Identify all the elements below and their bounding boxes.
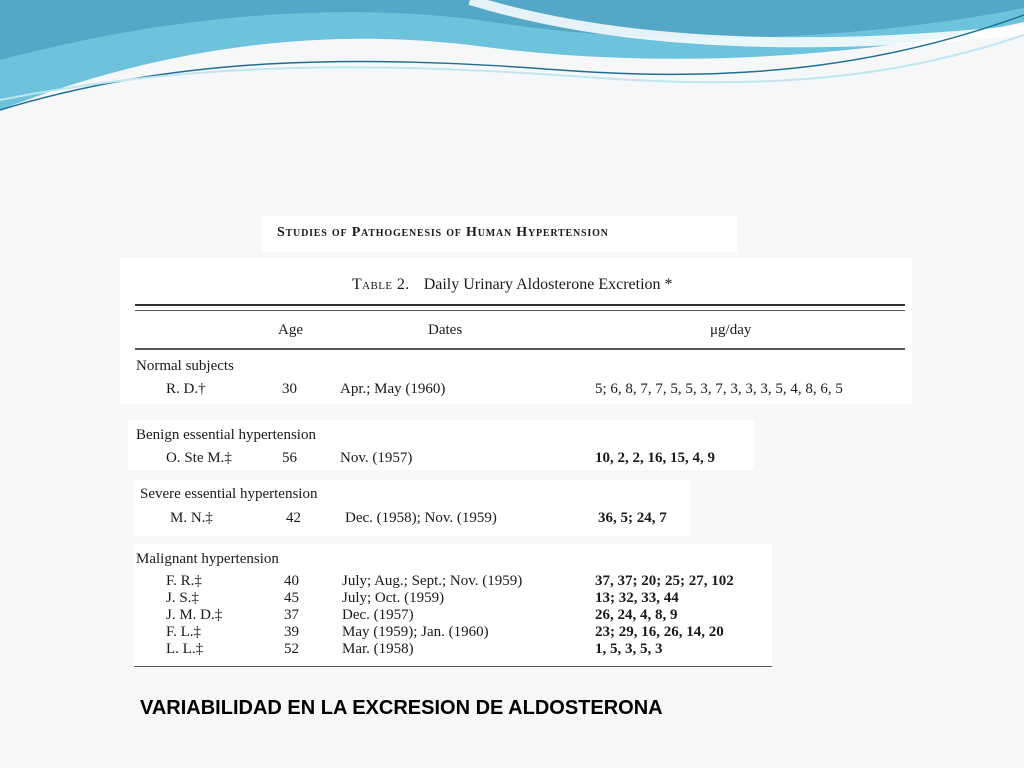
row-name: F. L.‡ <box>166 624 202 640</box>
table-title-text: Daily Urinary Aldosterone Excretion <box>423 276 661 293</box>
row-dates: July; Oct. (1959) <box>342 590 445 606</box>
column-header-age: Age <box>278 322 303 338</box>
row-values: 36, 5; 24, 7 <box>598 510 667 526</box>
row-values: 10, 2, 2, 16, 15, 4, 9 <box>595 450 715 466</box>
column-header-values: μg/day <box>710 322 752 338</box>
row-age: 37 <box>284 607 299 623</box>
group-label-severe: Severe essential hypertension <box>140 486 318 502</box>
bottom-rule <box>134 666 772 667</box>
row-age: 56 <box>282 450 297 466</box>
row-dates: Dec. (1957) <box>342 607 414 623</box>
row-age: 30 <box>282 381 297 397</box>
row-values: 23; 29, 16, 26, 14, 20 <box>595 624 724 640</box>
row-dates: Apr.; May (1960) <box>340 381 446 397</box>
top-rule-1 <box>135 304 905 306</box>
row-age: 52 <box>284 641 299 657</box>
row-dates: Nov. (1957) <box>340 450 413 466</box>
slide-caption: VARIABILIDAD EN LA EXCRESION DE ALDOSTERONA <box>140 697 663 719</box>
group-label-normal: Normal subjects <box>136 358 234 374</box>
column-header-dates: Dates <box>428 322 463 338</box>
group-label-benign: Benign essential hypertension <box>136 427 316 443</box>
row-dates: Dec. (1958); Nov. (1959) <box>345 510 497 526</box>
row-name: J. M. D.‡ <box>166 607 223 623</box>
row-age: 40 <box>284 573 299 589</box>
table-label: Table 2. <box>352 276 410 293</box>
row-name: R. D.† <box>166 381 206 397</box>
row-age: 39 <box>284 624 299 640</box>
group-label-malignant: Malignant hypertension <box>136 551 279 567</box>
row-name: M. N.‡ <box>170 510 213 526</box>
row-dates: May (1959); Jan. (1960) <box>342 624 489 640</box>
row-values: 5; 6, 8, 7, 7, 5, 5, 3, 7, 3, 3, 3, 5, 4, 8, 6, 5 <box>595 381 843 397</box>
row-values: 26, 24, 4, 8, 9 <box>595 607 678 623</box>
row-values: 37, 37; 20; 25; 27, 102 <box>595 573 734 589</box>
row-values: 13; 32, 33, 44 <box>595 590 679 606</box>
table-title-marker: * <box>664 276 673 293</box>
row-age: 45 <box>284 590 299 606</box>
row-dates: Mar. (1958) <box>342 641 414 657</box>
header-rule <box>135 348 905 350</box>
top-rule-2 <box>135 310 905 311</box>
running-head: Studies of Pathogenesis of Human Hypertension <box>277 225 609 240</box>
row-name: L. L.‡ <box>166 641 204 657</box>
row-values: 1, 5, 3, 5, 3 <box>595 641 663 657</box>
row-name: O. Ste M.‡ <box>166 450 232 466</box>
wave-header-decoration <box>0 0 1024 130</box>
row-dates: July; Aug.; Sept.; Nov. (1959) <box>342 573 523 589</box>
row-age: 42 <box>286 510 301 526</box>
table-title <box>352 276 673 294</box>
row-name: J. S.‡ <box>166 590 199 606</box>
row-name: F. R.‡ <box>166 573 202 589</box>
